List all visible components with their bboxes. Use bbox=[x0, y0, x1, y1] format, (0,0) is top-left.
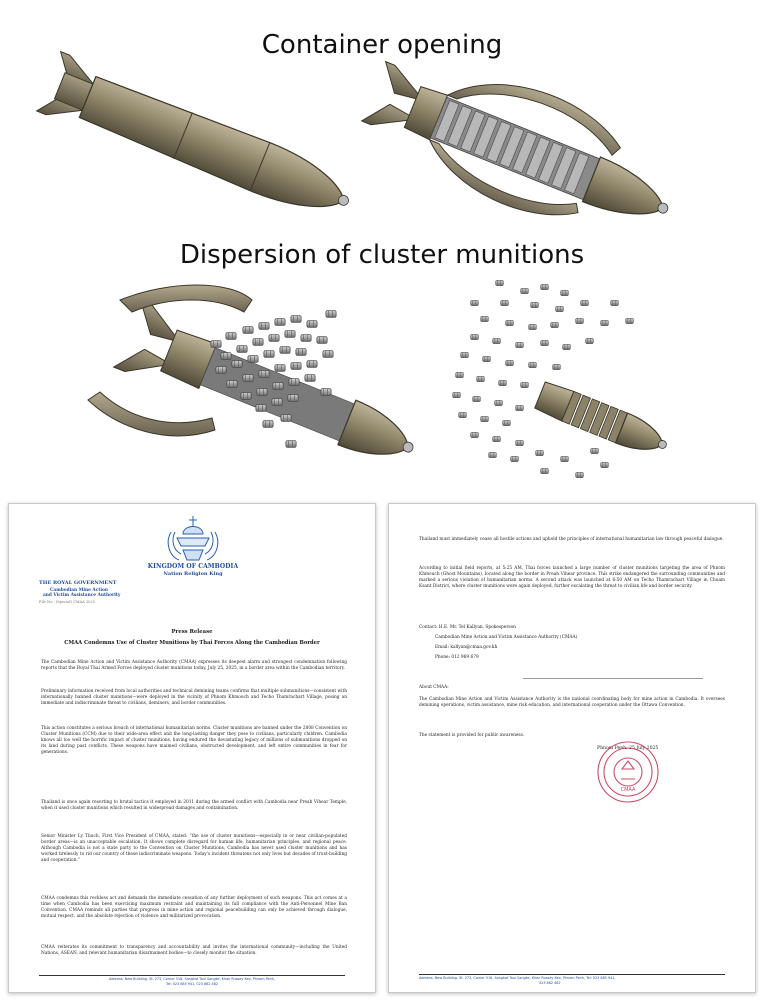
separator bbox=[523, 678, 703, 679]
paragraph-4: Thailand is once again resorting to brutal tactics it employed in 2011 during the armed conflict with Cambodia near Preah Vihear Temple, when it used cluster munitions which resulted in widespread damages and contamination. bbox=[41, 800, 347, 811]
heading-container-opening: Container opening bbox=[261, 30, 503, 60]
paragraph-3: This action constitutes a serious breach of international humanitarian norms. Cluster munitions are banned under the 2008 Convention on Cluster Munitions (CCM) due to their wide-area effect and the long-lasting danger they pose to civilians, particularly children. Cambodia knows all too well the horrific impact of cluster munitions, having endured the devastating legacy of millions of submunitions dropped on its land during past conflicts. These weapons have maimed civilians, obstructed development, and left entire communities in fear for generations. bbox=[41, 726, 347, 755]
authority-line-2: and Victim Assistance Authority bbox=[43, 593, 121, 598]
royal-emblem-icon bbox=[157, 512, 229, 564]
page2-paragraph-2: According to initial field reports, at 5:25 AM, Thai forces launched a large number of cluster munitions targeting the area of Phnom Khmouch (Ghost Mountains), located along the border in Preah Vihear province. This strike endangered the surrounding communities and marked a serious violation of humanitarian norms. A second attack was launched at 6:50 AM on Techo Thamrachart Village in Choam Ksant District, where cluster munitions were again deployed, further escalating the threat to civilian life and border security. bbox=[419, 566, 725, 589]
about-text: The Cambodian Mine Action and Victim Assistance Authority is the national coordinating body for mine action in Cambodia. It oversees demining operations, victim assistance, mine risk education, and international cooperation under the Ottawa Convention. bbox=[419, 697, 725, 708]
page2-footer-phone-line: 023 882 482 bbox=[539, 981, 561, 985]
paragraph-7: CMAA reiterates its commitment to transparency and accountability and invites the international community—including the United Nations, ASEAN, and relevant humanitarian disarmament bodies—to closely monitor the situation. bbox=[41, 945, 347, 956]
press-release-page-2 bbox=[388, 503, 756, 993]
government-title: THE ROYAL GOVERNMENT bbox=[39, 580, 117, 586]
paragraph-6: CMAA condemns this reckless act and demands the immediate cessation of any further deployment of such weapons. This act comes at a time when Cambodia has been exercising maximum restraint and maintaining its full compliance with the Anti-Personnel Mine Ban Convention. CMAA reminds all parties that progress in mine action and regional peacebuilding can only be achieved through dialogue, mutual respect, and the absolute rejection of violence and militarized provocation. bbox=[41, 896, 347, 919]
page2-footer-address bbox=[419, 976, 725, 986]
press-release-label: Press Release bbox=[171, 629, 213, 635]
statement-note: The statement is provided for public awareness. bbox=[419, 733, 525, 738]
page2-footer-rule bbox=[419, 974, 725, 975]
bomb-dispersed bbox=[534, 380, 672, 461]
page2-footer-address-line: Address: New Building, St. 273, Corner 516, Sangkat Toul Sangke, Khan Russey Keo, Phnom Penh, Tel: 023 885 941, bbox=[419, 976, 616, 980]
official-seal-icon bbox=[595, 739, 661, 805]
paragraph-1: The Cambodian Mine Action and Victim Assistance Authority (CMAA) expresses its deepest alarm and strongest condemnation following reports that the Royal Thai Armed Forces deployed cluster munitions today, July 25, 2025, in a border area within the Cambodian territory. bbox=[41, 660, 347, 671]
signature-date: Phnom Penh, 25 July 2025 bbox=[597, 746, 659, 751]
contact-person: Contact: H.E. Mr. Tel Kallyan, Spokesperson bbox=[419, 625, 516, 630]
footer-rule bbox=[39, 975, 345, 976]
footer-phone-line: Tel: 023 885 941, 023 882 482 bbox=[165, 982, 219, 986]
bomb-dispersing bbox=[114, 300, 427, 482]
press-release-page-1 bbox=[8, 503, 376, 993]
kingdom-header bbox=[119, 563, 267, 577]
bomb-opening bbox=[353, 33, 691, 262]
paragraph-5: Senior Minister Ly Thuch, First Vice President of CMAA, stated: “the use of cluster munitions—especially in or near civilian-populated border areas—is an unacceptable escalation. It shows complete disregard for human life, humanitarian principles, and regional peace. Although Cambodia is not a state party to the Convention on Cluster Munitions, Cambodia has never used cluster munitions and has worked tirelessly to rid our country of these indiscriminate weapons. Today’s incident threatens not only lives but decades of trust-building and cooperation.” bbox=[41, 834, 347, 863]
contact-block bbox=[419, 625, 725, 661]
contact-phone: Phone: 012 969 679 bbox=[435, 655, 479, 660]
heading-dispersion: Dispersion of cluster munitions bbox=[179, 240, 585, 270]
government-header bbox=[39, 580, 120, 604]
page2-paragraph-1: Thailand must immediately cease all hostile actions and uphold the principles of international humanitarian law through peaceful dialogue. bbox=[419, 537, 724, 542]
authority-line-1: Cambodian Mine Action bbox=[50, 588, 108, 593]
bomblets-cloud-2 bbox=[453, 280, 634, 477]
paragraph-2: Preliminary information received from local authorities and technical demining teams confirms that multiple submunitions—consistent with internationally banned cluster munitions—were deployed in the vicinity of Phnom Khmouch and Techo Thamrachart Village, posing an immediate and indiscriminate threat to civilians, deminers, and border communities. bbox=[41, 689, 347, 706]
footer-address-line: Address: New Building, St. 273, Corner 516, Sangkat Toul Sangke, Khan Russey Keo, Phnom Penh, bbox=[108, 977, 276, 981]
contact-email[interactable]: Email: kallyan@cmaa.gov.kh bbox=[435, 645, 498, 650]
footer-address bbox=[39, 977, 345, 987]
seal-text: CMAA bbox=[620, 787, 636, 793]
about-heading: About CMAA: bbox=[419, 685, 449, 690]
motto: Nation Religion King bbox=[163, 571, 223, 577]
file-number: File No.: (Special) CMAA 2025 bbox=[39, 600, 95, 604]
bomb-closed bbox=[37, 52, 360, 232]
press-release-title: CMAA Condemns Use of Cluster Munitions by Thai Forces Along the Cambodian Border bbox=[64, 640, 320, 646]
kingdom-title: KINGDOM OF CAMBODIA bbox=[147, 563, 239, 570]
contact-organization: Cambodian Mine Action and Victim Assistance Authority (CMAA) bbox=[435, 635, 578, 640]
